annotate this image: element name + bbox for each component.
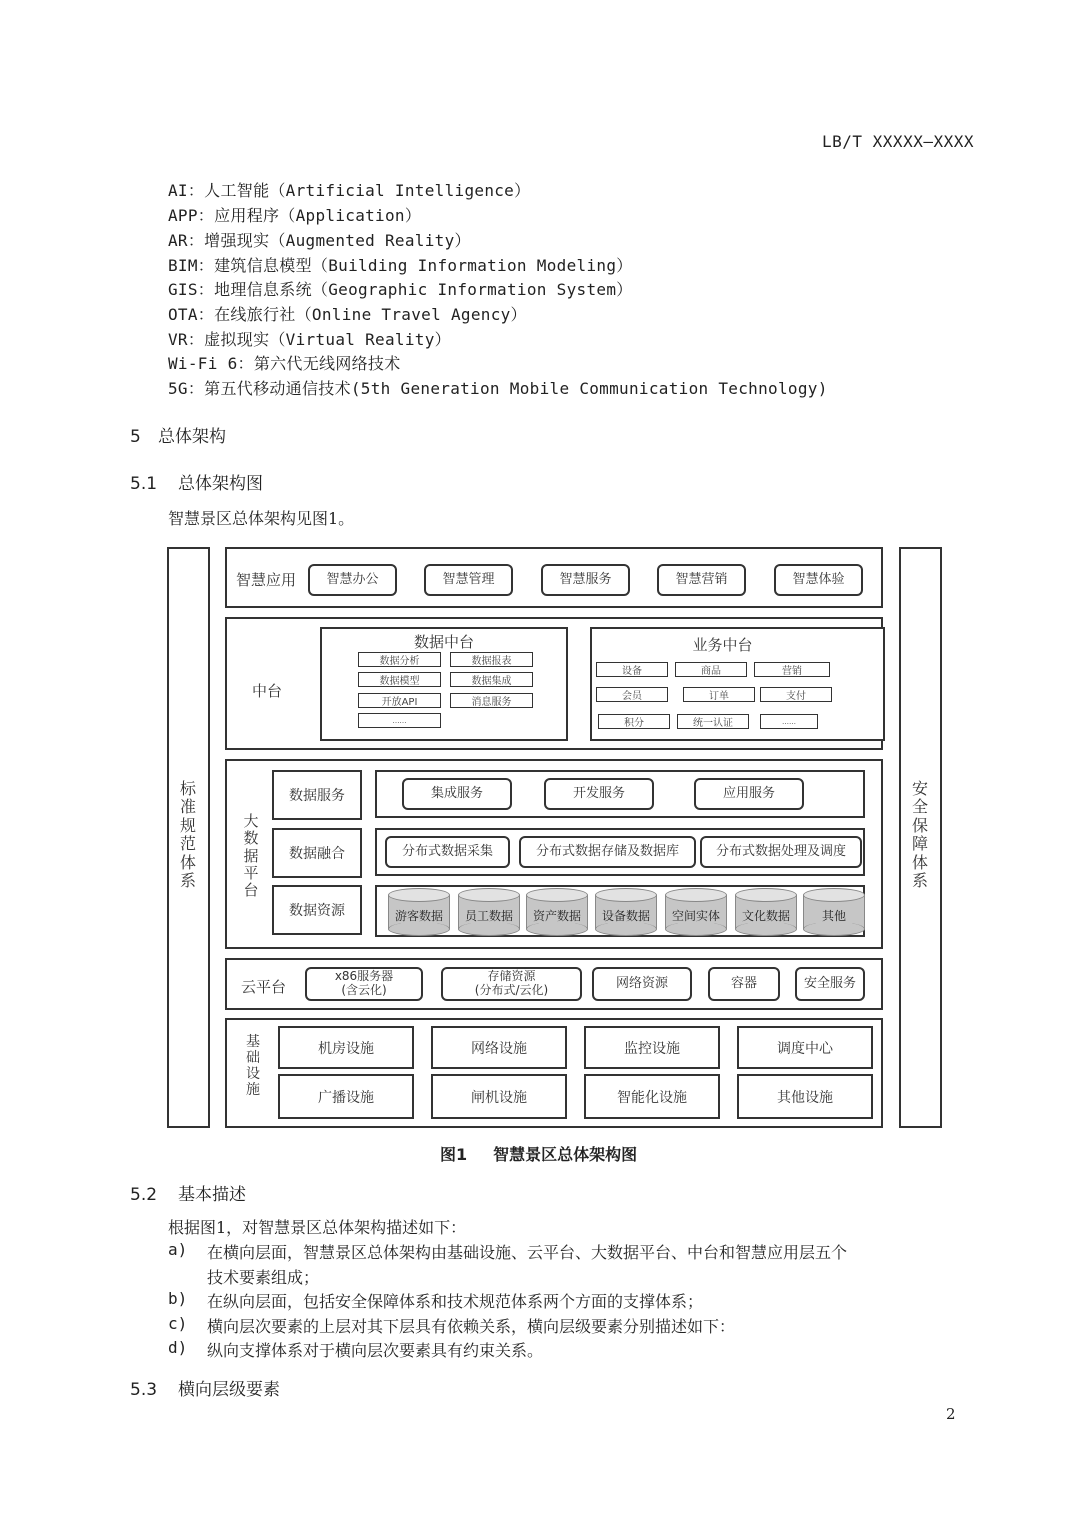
section-number: 5.2 — [130, 1185, 158, 1205]
data-center-item: 消息服务 — [450, 693, 533, 708]
business-center-item: 支付 — [760, 687, 832, 702]
business-center-item: 商品 — [675, 662, 747, 677]
abbreviation-line: AI：人工智能（Artificial Intelligence） — [168, 181, 531, 200]
section-heading-5 — [130, 422, 226, 447]
database-cylinder — [665, 888, 727, 936]
database-cylinder — [526, 888, 588, 936]
section-title: 总体架构 — [158, 427, 226, 447]
app-item: 智慧体验 — [774, 564, 863, 596]
infra-item: 网络设施 — [431, 1026, 567, 1069]
data-center-item: 开放API — [358, 693, 441, 708]
business-center-title: 业务中台 — [692, 636, 753, 654]
infrastructure-label: 基础设施 — [246, 1034, 260, 1099]
abbreviation-line: BIM：建筑信息模型（Building Information Modeling） — [168, 256, 633, 275]
business-center-item: 积分 — [598, 714, 670, 729]
list-item-text: 横向层次要素的上层对其下层具有依赖关系，横向层级要素分别描述如下： — [207, 1317, 736, 1336]
abbreviation-line: AR：增强现实（Augmented Reality） — [168, 231, 471, 250]
list-item-marker: c) — [168, 1314, 188, 1333]
abbreviation-line: APP：应用程序（Application） — [168, 206, 422, 225]
cloud-item: 存储资源 (分布式/云化) — [441, 967, 582, 1001]
data-fusion-item: 分布式数据采集 — [385, 836, 510, 868]
bigdata-row-label: 数据融合 — [272, 828, 362, 878]
database-label: 员工数据 — [464, 909, 513, 923]
database-cylinder — [803, 888, 865, 936]
section-title: 总体架构图 — [178, 474, 263, 494]
cloud-item: 安全服务 — [795, 967, 865, 1001]
business-center-item: 设备 — [596, 662, 668, 677]
data-center-title: 数据中台 — [413, 633, 474, 651]
abbreviation-line: OTA：在线旅行社（Online Travel Agency） — [168, 305, 527, 324]
data-center-item: 数据分析 — [358, 652, 441, 667]
data-service-item: 开发服务 — [544, 778, 654, 810]
app-item: 智慧管理 — [424, 564, 513, 596]
figure-number: 图1 — [440, 1145, 468, 1164]
data-center-item: 数据模型 — [358, 672, 441, 687]
data-fusion-item: 分布式数据存储及数据库 — [519, 836, 696, 868]
section-number: 5.1 — [130, 474, 158, 494]
section-number: 5 — [130, 427, 141, 447]
app-item: 智慧营销 — [657, 564, 746, 596]
database-cylinder — [388, 888, 450, 936]
bigdata-label: 大数据平台 — [243, 812, 259, 899]
business-center-item: 统一认证 — [677, 714, 749, 729]
infra-item: 智能化设施 — [584, 1074, 720, 1119]
database-label: 其他 — [821, 909, 846, 923]
app-item: 智慧服务 — [541, 564, 630, 596]
app-layer-label: 智慧应用 — [236, 571, 297, 589]
infra-item: 闸机设施 — [431, 1074, 567, 1119]
right-pillar-label: 安全保障体系 — [911, 779, 928, 890]
data-center-item: 数据集成 — [450, 672, 533, 687]
cloud-item: 容器 — [708, 967, 780, 1001]
business-center-item: 营销 — [754, 662, 830, 677]
standard-code: LB/T XXXXX—XXXX — [822, 132, 974, 151]
business-center-item: 订单 — [683, 687, 755, 702]
abbreviation-line: Wi-Fi 6：第六代无线网络技术 — [168, 354, 401, 373]
infra-item: 其他设施 — [737, 1074, 873, 1119]
database-label: 文化数据 — [741, 909, 790, 923]
database-cylinder — [458, 888, 520, 936]
list-item-text: 在横向层面，智慧景区总体架构由基础设施、云平台、大数据平台、中台和智慧应用层五个 — [207, 1243, 848, 1262]
app-item: 智慧办公 — [308, 564, 397, 596]
business-center-item: …… — [760, 714, 818, 729]
section-heading-5-3 — [130, 1375, 280, 1400]
infra-item: 监控设施 — [584, 1026, 720, 1069]
section-heading-5-1 — [130, 469, 263, 494]
data-service-item: 应用服务 — [694, 778, 804, 810]
section-number: 5.3 — [130, 1380, 158, 1400]
cloud-label: 云平台 — [241, 978, 287, 996]
data-fusion-item: 分布式数据处理及调度 — [700, 836, 862, 868]
cloud-item: x86服务器 (含云化) — [305, 967, 423, 1001]
list-item-text: 纵向支撑体系对于横向层次要素具有约束关系。 — [207, 1341, 544, 1360]
data-service-item: 集成服务 — [402, 778, 512, 810]
list-item-marker: b) — [168, 1289, 188, 1308]
bigdata-row-label: 数据服务 — [272, 770, 362, 820]
infra-item: 广播设施 — [278, 1074, 414, 1119]
infra-item: 机房设施 — [278, 1026, 414, 1069]
database-label: 空间实体 — [671, 909, 720, 923]
list-item-marker: a) — [168, 1240, 188, 1259]
middle-platform-label: 中台 — [252, 682, 283, 700]
section-title: 横向层级要素 — [178, 1380, 280, 1400]
paragraph: 根据图1，对智慧景区总体架构描述如下： — [168, 1218, 467, 1237]
database-cylinder — [735, 888, 797, 936]
data-center-item: …… — [358, 713, 441, 728]
page-number: 2 — [946, 1405, 956, 1423]
database-label: 资产数据 — [532, 909, 581, 923]
infra-item: 调度中心 — [737, 1026, 873, 1069]
cloud-item: 网络资源 — [592, 967, 692, 1001]
database-label: 设备数据 — [601, 909, 650, 923]
section-title: 基本描述 — [178, 1185, 246, 1205]
list-item-text: 技术要素组成； — [207, 1268, 320, 1287]
bigdata-row-label: 数据资源 — [272, 885, 362, 935]
paragraph: 智慧景区总体架构见图1。 — [168, 509, 355, 528]
abbreviation-line: 5G：第五代移动通信技术(5th Generation Mobile Communication Technology) — [168, 379, 828, 398]
left-pillar-label: 标准规范体系 — [179, 779, 196, 890]
database-label: 游客数据 — [394, 909, 443, 923]
abbreviation-line: VR：虚拟现实（Virtual Reality） — [168, 330, 451, 349]
figure-caption — [440, 1142, 637, 1165]
data-center-item: 数据报表 — [450, 652, 533, 667]
database-cylinder — [595, 888, 657, 936]
list-item-marker: d) — [168, 1338, 188, 1357]
business-center-item: 会员 — [596, 687, 668, 702]
list-item-text: 在纵向层面，包括安全保障体系和技术规范体系两个方面的支撑体系； — [207, 1292, 704, 1311]
figure-title: 智慧景区总体架构图 — [493, 1145, 638, 1164]
section-heading-5-2 — [130, 1180, 246, 1205]
abbreviation-line: GIS：地理信息系统（Geographic Information System） — [168, 280, 633, 299]
